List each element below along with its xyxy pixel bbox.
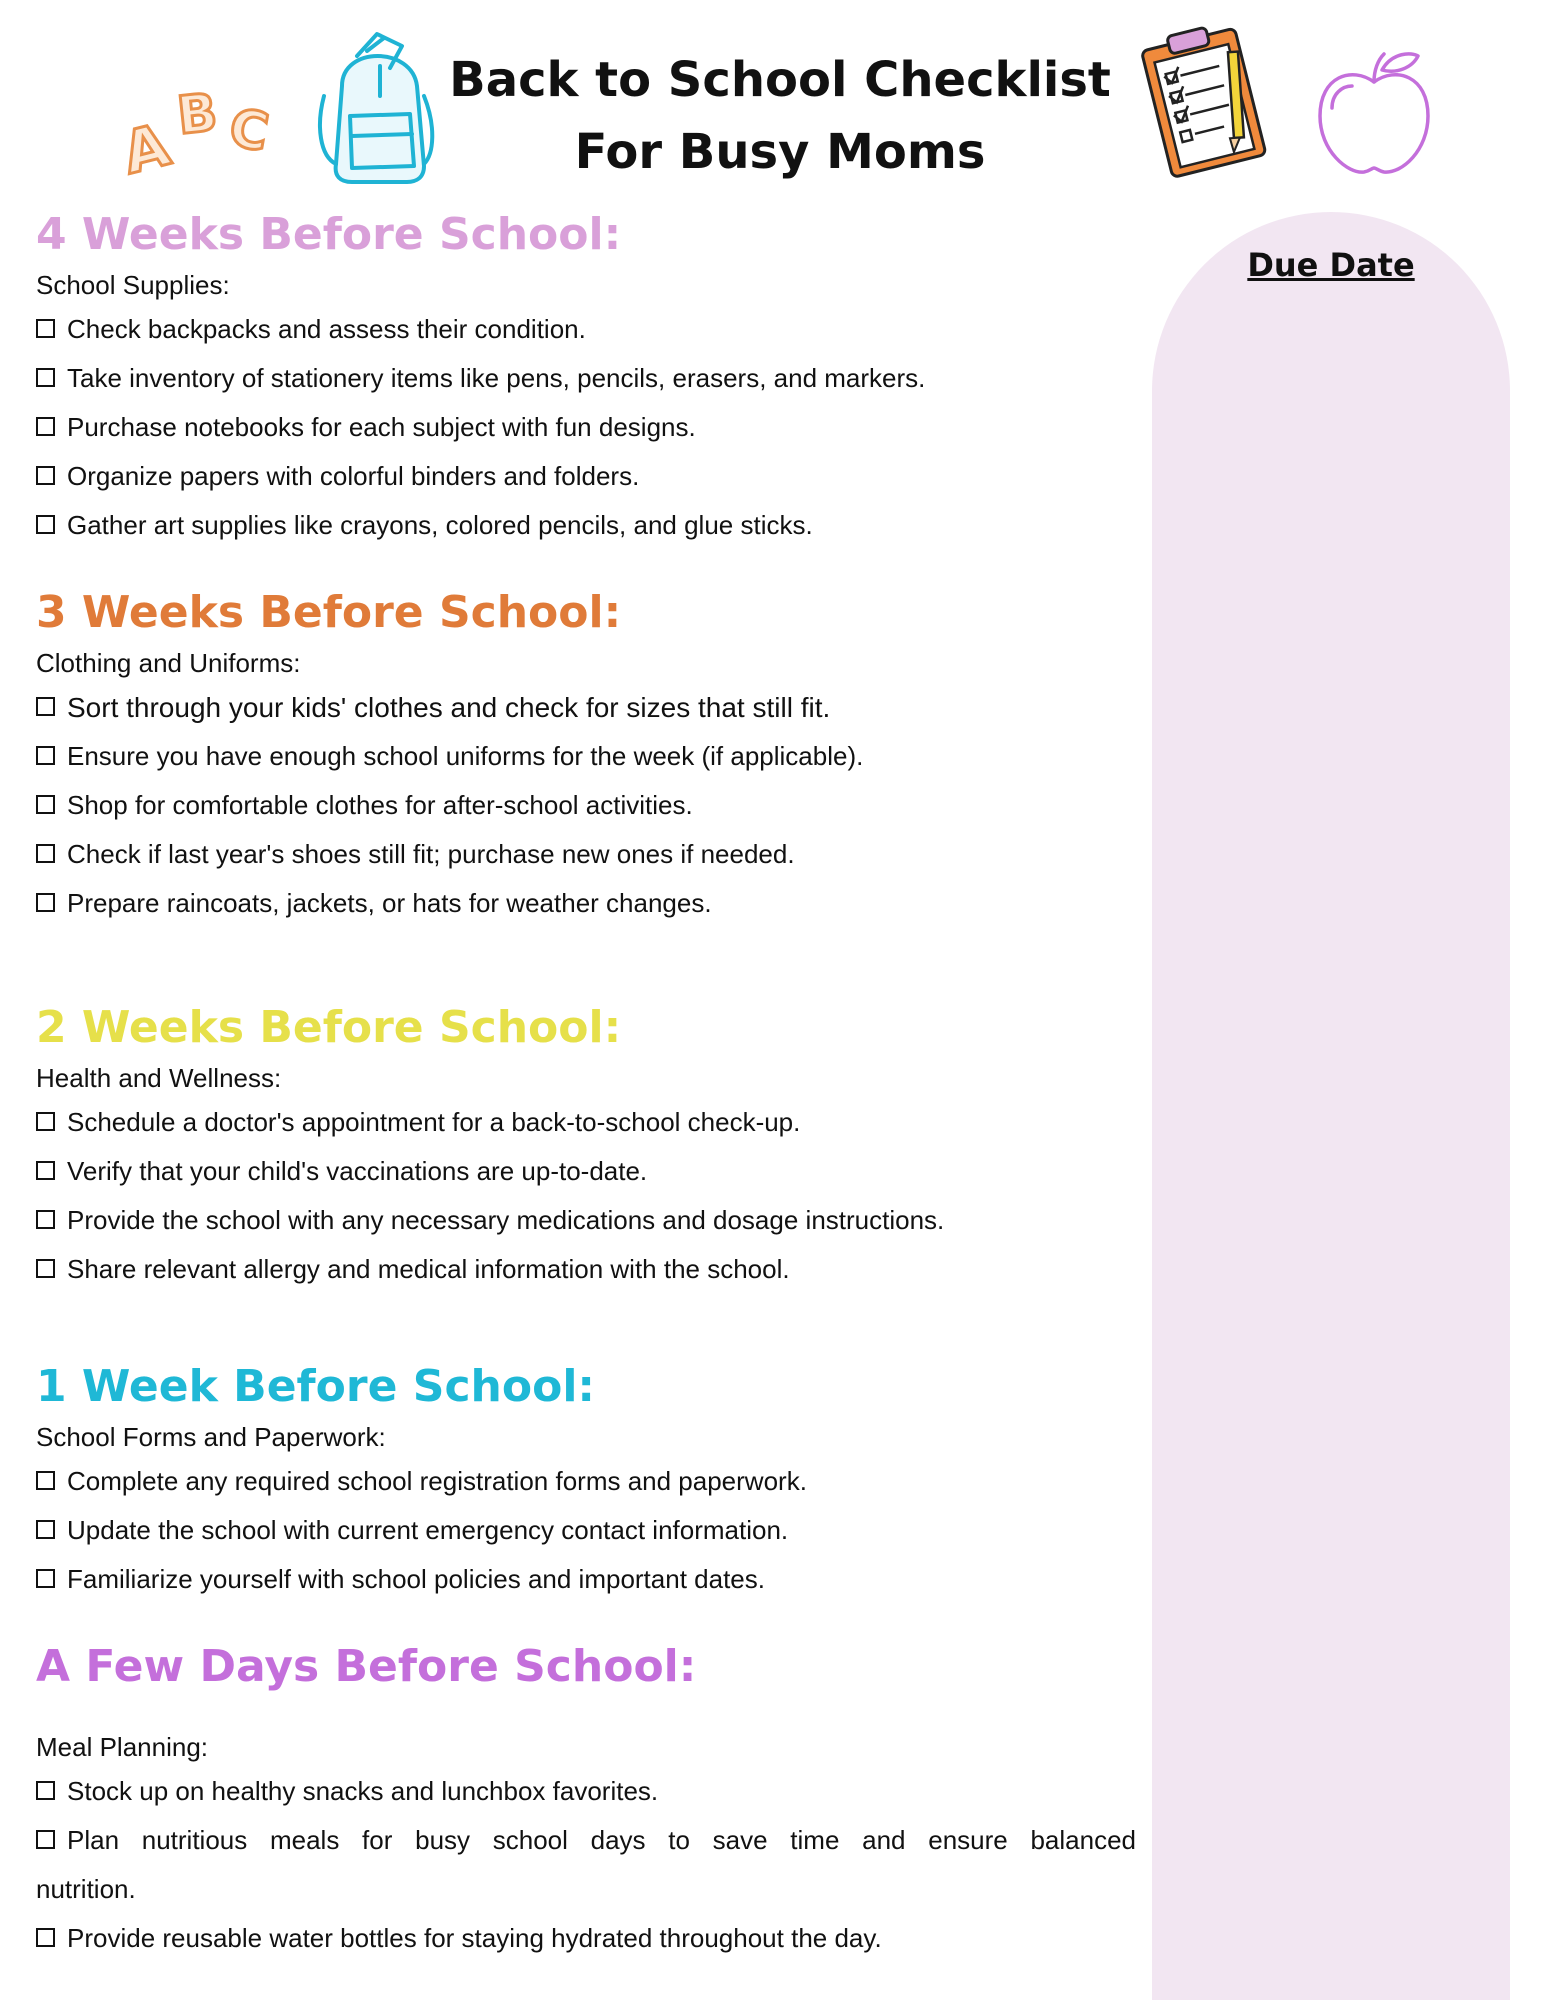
- checklist-item[interactable]: Provide the school with any necessary medications and dosage instructions.: [36, 1196, 1136, 1245]
- checkbox-icon[interactable]: [36, 417, 55, 436]
- page-header: [0, 0, 1545, 200]
- checklist-item[interactable]: Organize papers with colorful binders and folders.: [36, 452, 1136, 501]
- title-line-2: For Busy Moms: [574, 124, 986, 180]
- checkbox-icon[interactable]: [36, 319, 55, 338]
- section-title: 3 Weeks Before School:: [36, 587, 622, 638]
- section-subtitle: Clothing and Uniforms:: [36, 648, 301, 678]
- checkbox-icon[interactable]: [36, 1830, 55, 1849]
- clipboard-checklist-icon: [1128, 24, 1278, 189]
- checklist-item[interactable]: Share relevant allergy and medical information with the school.: [36, 1245, 1136, 1294]
- title-line-1: Back to School Checklist: [449, 52, 1111, 108]
- checklist-item[interactable]: Provide reusable water bottles for staying hydrated throughout the day.: [36, 1914, 1136, 1963]
- section-1-week: [36, 1357, 1136, 1604]
- checkbox-icon[interactable]: [36, 1161, 55, 1180]
- section-title: 1 Week Before School:: [36, 1361, 596, 1412]
- due-date-label: Due Date: [1247, 246, 1415, 284]
- section-4-weeks: [36, 205, 1136, 550]
- checklist-item[interactable]: Schedule a doctor's appointment for a back-to-school check-up.: [36, 1098, 1136, 1147]
- svg-text:B: B: [174, 82, 221, 147]
- section-3-weeks: [36, 583, 1136, 928]
- backpack-icon: [312, 26, 447, 191]
- section-2-weeks: [36, 998, 1136, 1294]
- section-title: 2 Weeks Before School:: [36, 1002, 622, 1053]
- checklist-item[interactable]: Gather art supplies like crayons, colored pencils, and glue sticks.: [36, 501, 1136, 550]
- checkbox-icon[interactable]: [36, 1471, 55, 1490]
- section-few-days: [36, 1637, 1136, 1963]
- checkbox-icon[interactable]: [36, 1112, 55, 1131]
- checkbox-icon[interactable]: [36, 368, 55, 387]
- checkbox-icon[interactable]: [36, 1781, 55, 1800]
- checklist-item[interactable]: Update the school with current emergency contact information.: [36, 1506, 1136, 1555]
- checklist-item[interactable]: Check if last year's shoes still fit; purchase new ones if needed.: [36, 830, 1136, 879]
- svg-text:C: C: [224, 97, 273, 164]
- checkbox-icon[interactable]: [36, 1259, 55, 1278]
- checklist-item[interactable]: Prepare raincoats, jackets, or hats for weather changes.: [36, 879, 1136, 928]
- checkbox-icon[interactable]: [36, 1210, 55, 1229]
- checkbox-icon[interactable]: [36, 1928, 55, 1947]
- section-subtitle: School Supplies:: [36, 270, 230, 300]
- checkbox-icon[interactable]: [36, 795, 55, 814]
- due-date-panel: [1152, 212, 1510, 2000]
- checkbox-icon[interactable]: [36, 697, 55, 716]
- checklist-item[interactable]: Plan nutritious meals for busy school days to save time and ensure balanced: [36, 1816, 1136, 1865]
- section-title: A Few Days Before School:: [36, 1641, 697, 1692]
- checkbox-icon[interactable]: [36, 515, 55, 534]
- checkbox-icon[interactable]: [36, 844, 55, 863]
- checkbox-icon[interactable]: [36, 1569, 55, 1588]
- section-subtitle: Meal Planning:: [36, 1732, 208, 1762]
- checklist-item[interactable]: Sort through your kids' clothes and check for sizes that still fit.: [36, 683, 1136, 732]
- checkbox-icon[interactable]: [36, 1520, 55, 1539]
- checklist-item[interactable]: Purchase notebooks for each subject with fun designs.: [36, 403, 1136, 452]
- abc-letters-icon: [120, 70, 280, 185]
- checklist-item[interactable]: Shop for comfortable clothes for after-school activities.: [36, 781, 1136, 830]
- checklist-item[interactable]: Check backpacks and assess their condition.: [36, 305, 1136, 354]
- svg-text:A: A: [120, 110, 177, 180]
- section-subtitle: Health and Wellness:: [36, 1063, 282, 1093]
- checklist-item[interactable]: Verify that your child's vaccinations are up-to-date.: [36, 1147, 1136, 1196]
- section-title: 4 Weeks Before School:: [36, 209, 622, 260]
- page-title: [430, 44, 1130, 188]
- checklist-item[interactable]: Familiarize yourself with school policies and important dates.: [36, 1555, 1136, 1604]
- section-subtitle: School Forms and Paperwork:: [36, 1422, 386, 1452]
- checklist-item[interactable]: Ensure you have enough school uniforms for the week (if applicable).: [36, 732, 1136, 781]
- apple-icon: [1312, 46, 1437, 186]
- checklist-item[interactable]: Stock up on healthy snacks and lunchbox favorites.: [36, 1767, 1136, 1816]
- checklist-item-continued: nutrition.: [36, 1874, 136, 1904]
- checklist-item[interactable]: Take inventory of stationery items like pens, pencils, erasers, and markers.: [36, 354, 1136, 403]
- checkbox-icon[interactable]: [36, 466, 55, 485]
- checkbox-icon[interactable]: [36, 893, 55, 912]
- checkbox-icon[interactable]: [36, 746, 55, 765]
- checklist-item[interactable]: Complete any required school registration forms and paperwork.: [36, 1457, 1136, 1506]
